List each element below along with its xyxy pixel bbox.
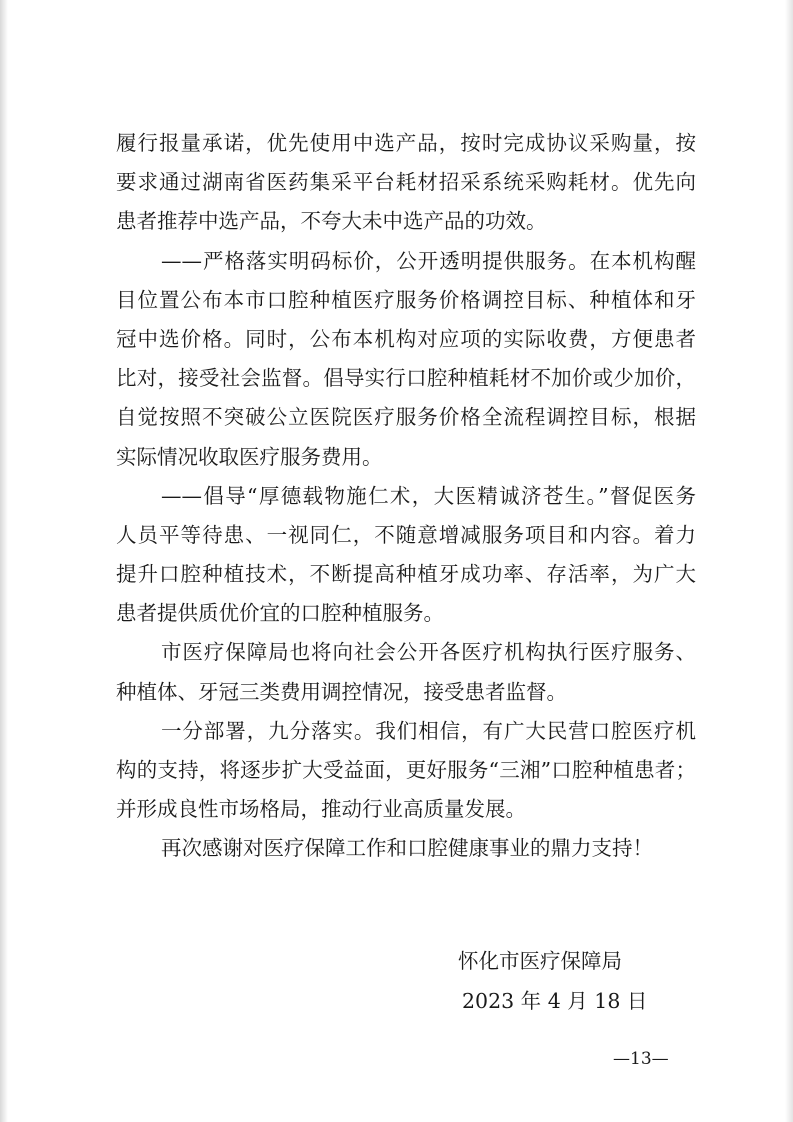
text-line: 目位置公布本市口腔种植医疗服务价格调控目标、种植体和牙 [116, 287, 696, 312]
scan-edge-right [785, 0, 793, 1122]
text-line: 实际情况收取医疗服务费用。 [116, 444, 383, 469]
paragraph-2 [116, 242, 696, 477]
text-line: 履行报量承诺，优先使用中选产品，按时完成协议采购量，按 [116, 131, 696, 155]
text-line: 提升口腔种植技术，不断提高种植牙成功率、存活率，为广大 [116, 562, 696, 587]
text-line: 要求通过湖南省医药集采平台耗材招采系统采购耗材。优先向 [116, 170, 696, 195]
text-line: 再次感谢对医疗保障工作和口腔健康事业的鼎力支持！ [161, 836, 653, 861]
paragraph-6 [116, 829, 696, 868]
text-line: ——严格落实明码标价，公开透明提供服务。在本机构醒 [161, 248, 696, 273]
text-line: 自觉按照不突破公立医院医疗服务价格全流程调控目标，根据 [116, 405, 696, 430]
text-line: 一分部署，九分落实。我们相信，有广大民营口腔医疗机 [161, 718, 696, 743]
document-body [116, 124, 696, 869]
paragraph-3 [116, 477, 696, 634]
signature-block [458, 941, 678, 1021]
text-line: 人员平等待患、一视同仁，不随意增减服务项目和内容。着力 [116, 522, 696, 547]
paragraph-4 [116, 633, 696, 711]
page-number: —13— [613, 1049, 669, 1069]
text-line: 构的支持，将逐步扩大受益面，更好服务“三湘”口腔种植患者； [116, 758, 696, 782]
paragraph-1 [116, 124, 696, 242]
text-line: 种植体、牙冠三类费用调控情况，接受患者监督。 [116, 679, 567, 704]
scan-edge-left [0, 0, 8, 1122]
text-line: 患者推荐中选产品，不夸大未中选产品的功效。 [116, 209, 547, 234]
text-line: 比对，接受社会监督。倡导实行口腔种植耗材不加价或少加价， [116, 366, 696, 391]
text-line: ——倡导“厚德载物施仁术，大医精诚济苍生。”督促医务 [161, 483, 696, 508]
text-line: 并形成良性市场格局，推动行业高质量发展。 [116, 797, 526, 822]
signing-date: 2023 年 4 月 18 日 [462, 989, 648, 1013]
text-line: 市医疗保障局也将向社会公开各医疗机构执行医疗服务、 [161, 640, 696, 665]
text-line: 患者提供质优价宜的口腔种植服务。 [116, 601, 444, 626]
text-line: 冠中选价格。同时，公布本机构对应项的实际收费，方便患者 [116, 326, 696, 351]
paragraph-5 [116, 712, 696, 830]
signing-organization: 怀化市医疗保障局 [458, 949, 622, 973]
